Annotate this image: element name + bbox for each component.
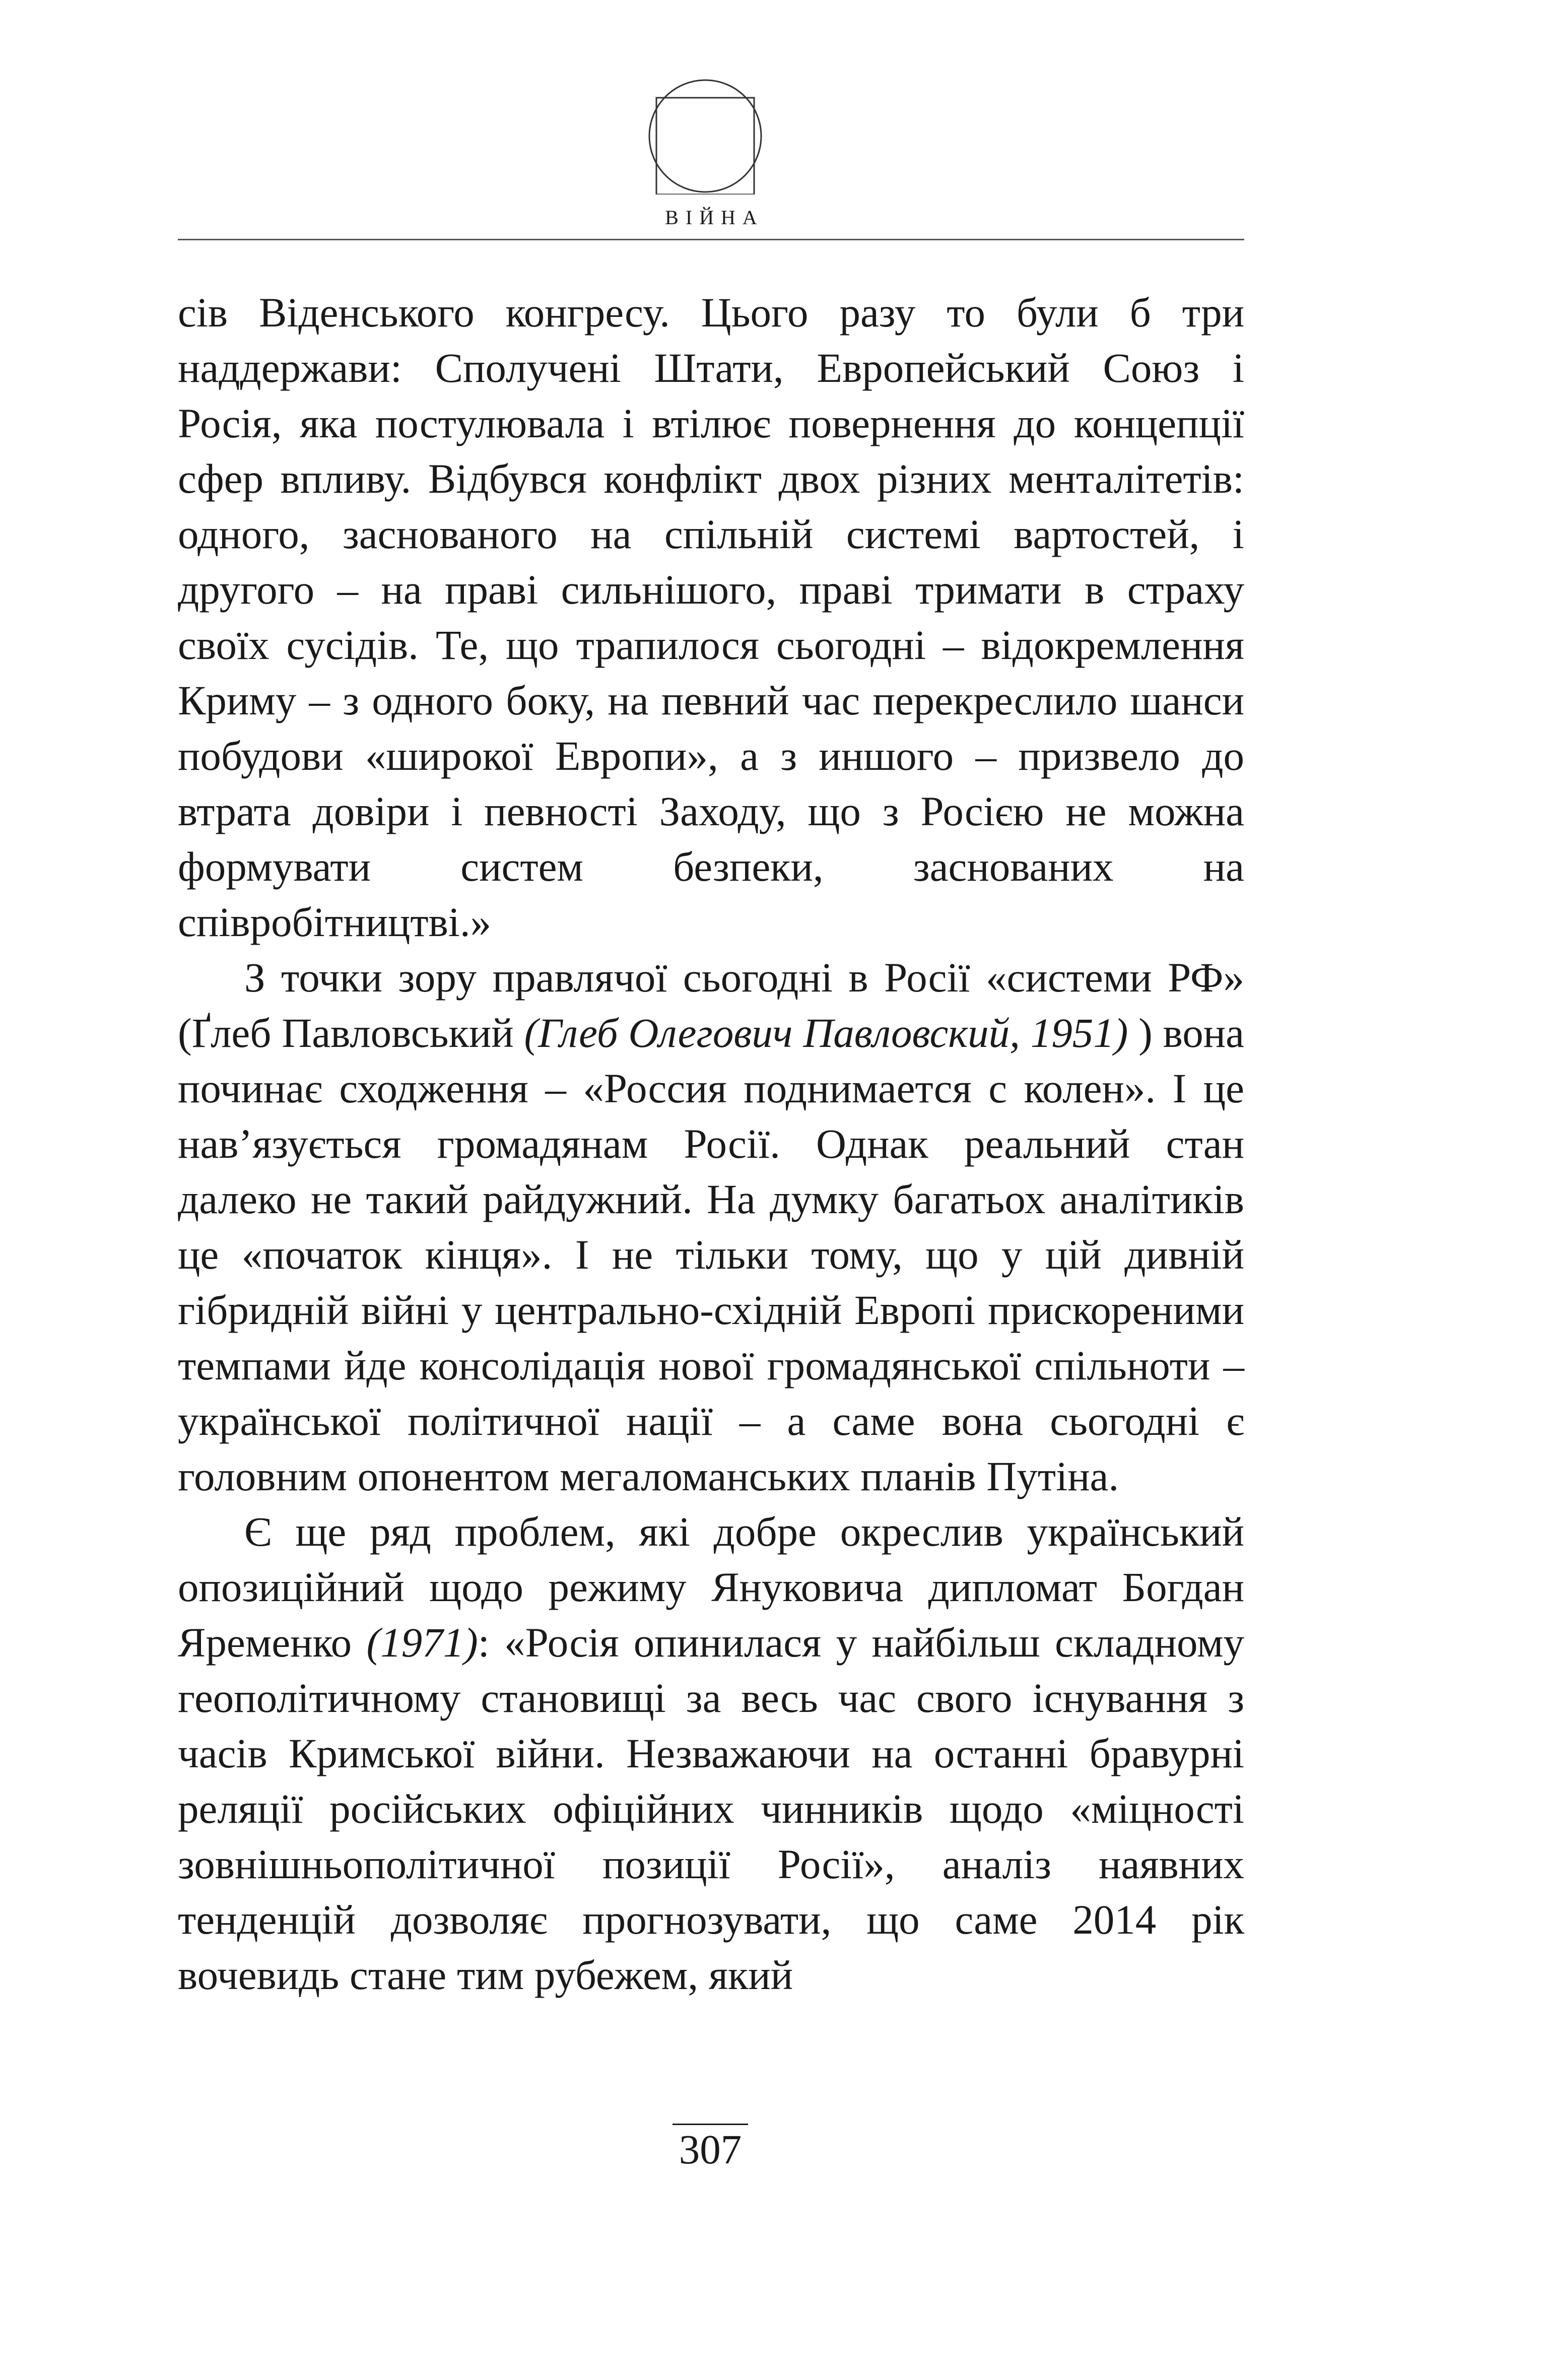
paragraph-3-italic-year: (1971) (366, 1619, 478, 1666)
paragraph-2-italic-name: (Глеб Олегович Павловский, 1951) (524, 1010, 1128, 1056)
paragraph-2-text-b: ) вона починає сходження – «Россия поднимается с колен». І це нав’язується громадянам Росії. Однак реальний стан далеко не такий райдужний. На думку багатьох аналітиків це «початок кінця». І не тільки тому, що у цій дивній гібридній війні у центрально-східній Европі прискореними темпами йде консолідація нової громадянської спільноти – української політичної нації – а саме вона сьогодні є головним опонентом мегаломанських планів Путіна. (178, 1010, 1245, 1499)
paragraph-2-text-a: З точки зору правлячої сьогодні в Росії «системи РФ» (Ґлеб Павловський (178, 954, 1244, 1056)
circle-square-emblem-icon (647, 78, 764, 194)
running-header (178, 71, 1244, 242)
paragraph-1-text: сів Віденського конгресу. Цього разу то були б три наддержави: Сполучені Штати, Европейський Союз і Росія, яка постулювала і втілює повернення до концепції сфер впливу. Відбувся конфлікт двох різних менталітетів: одного, заснованого на спільній системі вартостей, і другого – на праві сильнішого, праві тримати в страху своїх сусідів. Те, що трапилося сьогодні – відокремлення Криму – з одного боку, на певний час перекреслило шанси побудови «широкої Европи», а з иншого – призвело до втрата довіри і певності Заходу, що з Росією не можна формувати систем безпеки, заснованих на співробітництві.» (178, 289, 1244, 945)
running-title: ВІЙНА (665, 206, 764, 229)
paragraph-3-text-b: : «Росія опинилася у найбільш складному геополітичному становищі за весь час свого існування з часів Кримської війни. Незважаючи на останні бравурні реляції російських офіційних чинників щодо «міцності зовнішньополітичної позиції Росії», аналіз наявних тенденцій дозволяє прогнозувати, що саме 2014 рік вочевидь стане тим рубежем, який (178, 1619, 1245, 1998)
paragraph-3 (178, 1504, 1244, 2003)
paragraph-2 (178, 950, 1244, 1504)
page-number: 307 (672, 2124, 748, 2173)
paragraph-3-text-a: Є ще ряд проблем, які добре окреслив український опозиційний щодо режиму Януковича дипломат Богдан Яременко (178, 1508, 1244, 1666)
paragraph-1 (178, 285, 1244, 950)
header-divider (178, 239, 1244, 240)
body-text (178, 285, 1244, 2003)
